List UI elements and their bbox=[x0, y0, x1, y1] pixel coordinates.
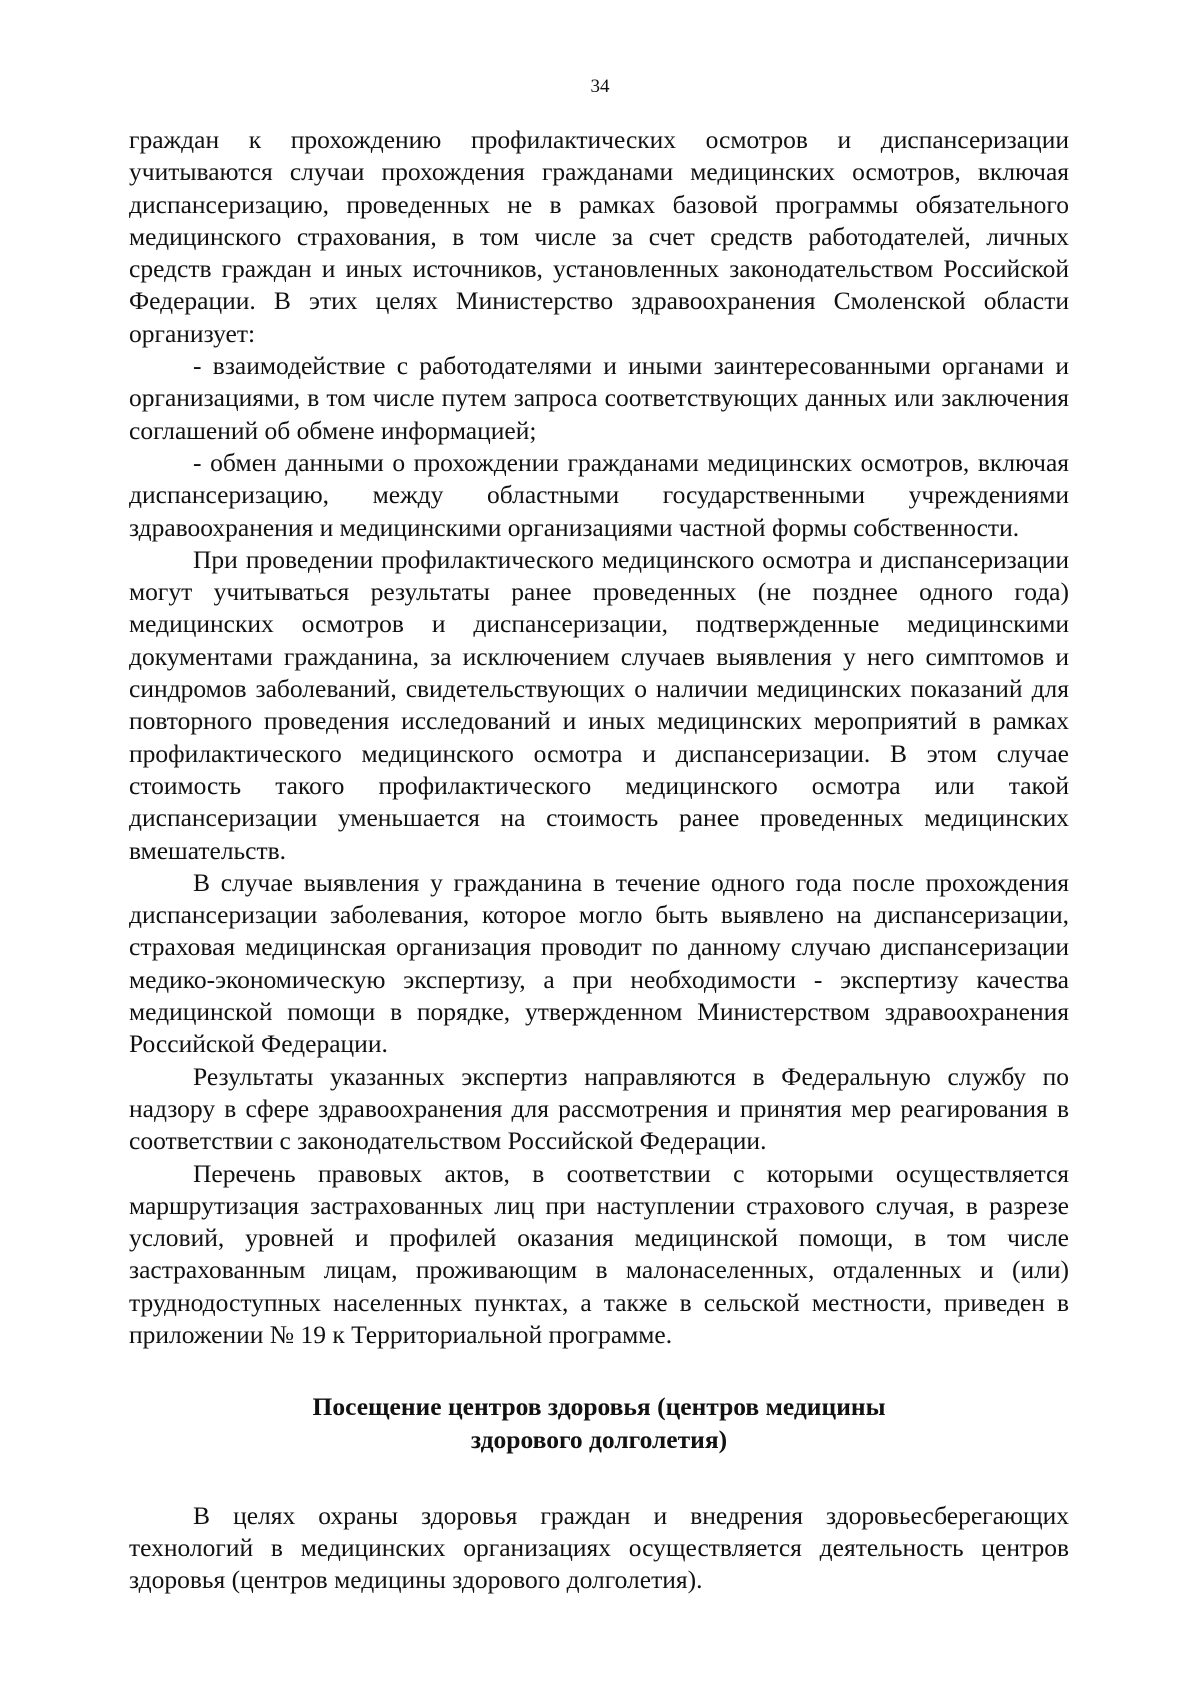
paragraph-continuation: граждан к прохождению профилактических осмотров и диспансеризации учитываются случаи прохождения гражданами медицинских осмотров, включая диспансеризацию, проведенных не в рамках базовой программы обязательного медицинского страхования, в том числе за счет средств работодателей, личных средств граждан и иных источников, установленных законодательством Российской Федерации. В этих целях Министерство здравоохранения Смоленской области организует: bbox=[129, 125, 1069, 348]
paragraph-expertise-results: Результаты указанных экспертиз направляются в Федеральную службу по надзору в сфере здравоохранения для рассмотрения и принятия мер реагирования в соответствии с законодательством Российской Федерации. bbox=[129, 1061, 1069, 1156]
paragraph-detected-disease: В случае выявления у гражданина в течение одного года после прохождения диспансеризации заболевания, которое могло быть выявлено на диспансеризации, страховая медицинская организация проводит по данному случаю диспансеризации медико-экономическую экспертизу, а при необходимости - экспертизу качества медицинской помощи в порядке, утвержденном Министерством здравоохранения Российской Федерации. bbox=[129, 867, 1069, 1059]
page-number: 34 bbox=[590, 76, 610, 97]
section-heading-line-1: Посещение центров здоровья (центров медицины bbox=[312, 1392, 886, 1422]
section-heading bbox=[129, 1391, 1069, 1456]
paragraph-previous-results: При проведении профилактического медицинского осмотра и диспансеризации могут учитываться результаты ранее проведенных (не позднее одного года) медицинских осмотров и диспансеризации, подтвержденные медицинскими документами гражданина, за исключением случаев выявления у него симптомов и синдромов заболеваний, свидетельствующих о наличии медицинских показаний для повторного проведения исследований и иных медицинских мероприятий в рамках профилактического медицинского осмотра и диспансеризации. В этом случае стоимость такого профилактического медицинского осмотра или такой диспансеризации уменьшается на стоимость ранее проведенных медицинских вмешательств. bbox=[129, 544, 1069, 865]
paragraph-list-item-1: - взаимодействие с работодателями и иными заинтересованными органами и организациями, в том числе путем запроса соответствующих данных или заключения соглашений об обмене информацией; bbox=[129, 351, 1069, 445]
section-heading-line-2: здорового долголетия) bbox=[470, 1424, 728, 1454]
paragraph-routing-acts: Перечень правовых актов, в соответствии с которыми осуществляется маршрутизация застрахованных лиц при наступлении страхового случая, в разрезе условий, уровней и профилей оказания медицинской помощи, в том числе застрахованным лицам, проживающим в малонаселенных, отдаленных и (или) труднодоступных населенных пунктах, а также в сельской местности, приведен в приложении № 19 к Территориальной программе. bbox=[129, 1158, 1069, 1349]
paragraph-list-item-2: - обмен данными о прохождении гражданами медицинских осмотров, включая диспансеризацию, между областными государственными учреждениями здравоохранения и медицинскими организациями частной формы собственности. bbox=[129, 447, 1069, 542]
document-body bbox=[129, 124, 1069, 1597]
paragraph-health-centers: В целях охраны здоровья граждан и внедрения здоровьесберегающих технологий в медицинских организациях осуществляется деятельность центров здоровья (центров медицины здорового долголетия). bbox=[129, 1500, 1069, 1595]
